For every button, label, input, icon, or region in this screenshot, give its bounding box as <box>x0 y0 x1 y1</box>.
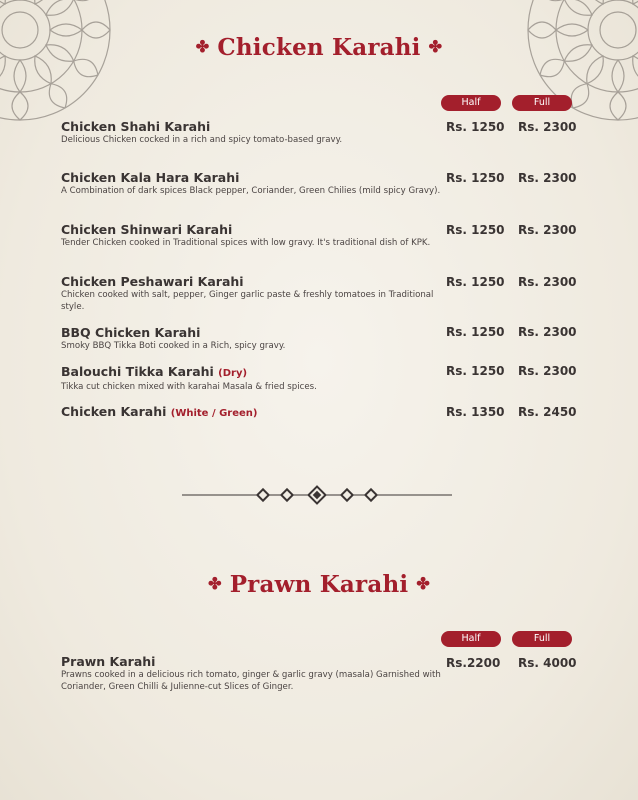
menu-item-chicken-shahi-karahi <box>61 119 441 147</box>
price-full: Rs. 2300 <box>518 364 577 378</box>
item-name: Prawn Karahi <box>61 654 156 669</box>
flourish-left-icon: ✤ <box>195 37 210 56</box>
full-header-badge: Full <box>512 631 572 647</box>
price-full: Rs. 2300 <box>518 120 577 134</box>
menu-item-balouchi-tikka-karahi <box>61 364 441 394</box>
price-full: Rs. 2450 <box>518 405 577 419</box>
item-name <box>61 404 441 421</box>
item-description: Prawns cooked in a delicious rich tomato, ginger & garlic gravy (masala) Garnished with Coriander, Green Chilli & Julienne-cut Slices of Ginger. <box>61 670 441 692</box>
menu-item-chicken-shinwari-karahi <box>61 222 441 250</box>
section-title-chicken-karahi <box>0 34 638 61</box>
item-name-text: Balouchi Tikka Karahi <box>61 364 214 379</box>
price-half: Rs. 1250 <box>446 171 505 185</box>
price-full: Rs. 2300 <box>518 171 577 185</box>
item-name-accent: (White / Green) <box>170 408 258 419</box>
item-name <box>61 364 441 381</box>
item-description: Delicious Chicken cocked in a rich and spicy tomato-based gravy. <box>61 135 343 145</box>
full-header-badge: Full <box>512 95 572 111</box>
item-name: Chicken Shahi Karahi <box>61 119 211 134</box>
price-half: Rs. 1250 <box>446 275 505 289</box>
item-description: A Combination of dark spices Black pepper, Coriander, Green Chilies (mild spicy Gravy). <box>61 186 441 196</box>
menu-item-prawn-karahi <box>61 654 441 693</box>
diamond-divider-icon <box>182 483 452 507</box>
menu-item-chicken-kala-hara-karahi <box>61 170 441 198</box>
price-half: Rs. 1250 <box>446 364 505 378</box>
section-title-text: Chicken Karahi <box>217 34 421 61</box>
price-half: Rs. 1350 <box>446 405 505 419</box>
item-description: Tender Chicken cooked in Traditional spices with low gravy. It's traditional dish of KPK. <box>61 238 431 248</box>
flourish-left-icon: ✤ <box>208 574 222 593</box>
price-half: Rs. 1250 <box>446 325 505 339</box>
flourish-right-icon: ✤ <box>416 574 430 593</box>
price-full: Rs. 4000 <box>518 656 577 670</box>
half-header-badge: Half <box>441 95 501 111</box>
item-name-accent: (Dry) <box>218 368 248 379</box>
section-title-text: Prawn Karahi <box>229 571 409 598</box>
item-name: BBQ Chicken Karahi <box>61 325 201 340</box>
item-name: Chicken Shinwari Karahi <box>61 222 233 237</box>
price-half: Rs. 1250 <box>446 223 505 237</box>
half-header-badge: Half <box>441 631 501 647</box>
price-full: Rs. 2300 <box>518 223 577 237</box>
item-name-text: Chicken Karahi <box>61 404 167 419</box>
price-half: Rs. 1250 <box>446 120 505 134</box>
section-title-prawn-karahi <box>0 571 638 598</box>
price-full: Rs. 2300 <box>518 275 577 289</box>
price-full: Rs. 2300 <box>518 325 577 339</box>
menu-item-chicken-peshawari-karahi <box>61 274 441 313</box>
menu-item-chicken-karahi <box>61 404 441 421</box>
menu-item-bbq-chicken-karahi <box>61 325 441 353</box>
flourish-right-icon: ✤ <box>428 37 443 56</box>
item-description: Tikka cut chicken mixed with karahai Masala & fried spices. <box>61 382 317 392</box>
item-name: Chicken Peshawari Karahi <box>61 274 244 289</box>
item-description: Chicken cooked with salt, pepper, Ginger garlic paste & freshly tomatoes in Traditional style. <box>61 290 434 312</box>
mandala-ornament-left-icon <box>0 0 120 130</box>
item-description: Smoky BBQ Tikka Boti cooked in a Rich, spicy gravy. <box>61 341 286 351</box>
price-half: Rs.2200 <box>446 656 501 670</box>
item-name: Chicken Kala Hara Karahi <box>61 170 240 185</box>
